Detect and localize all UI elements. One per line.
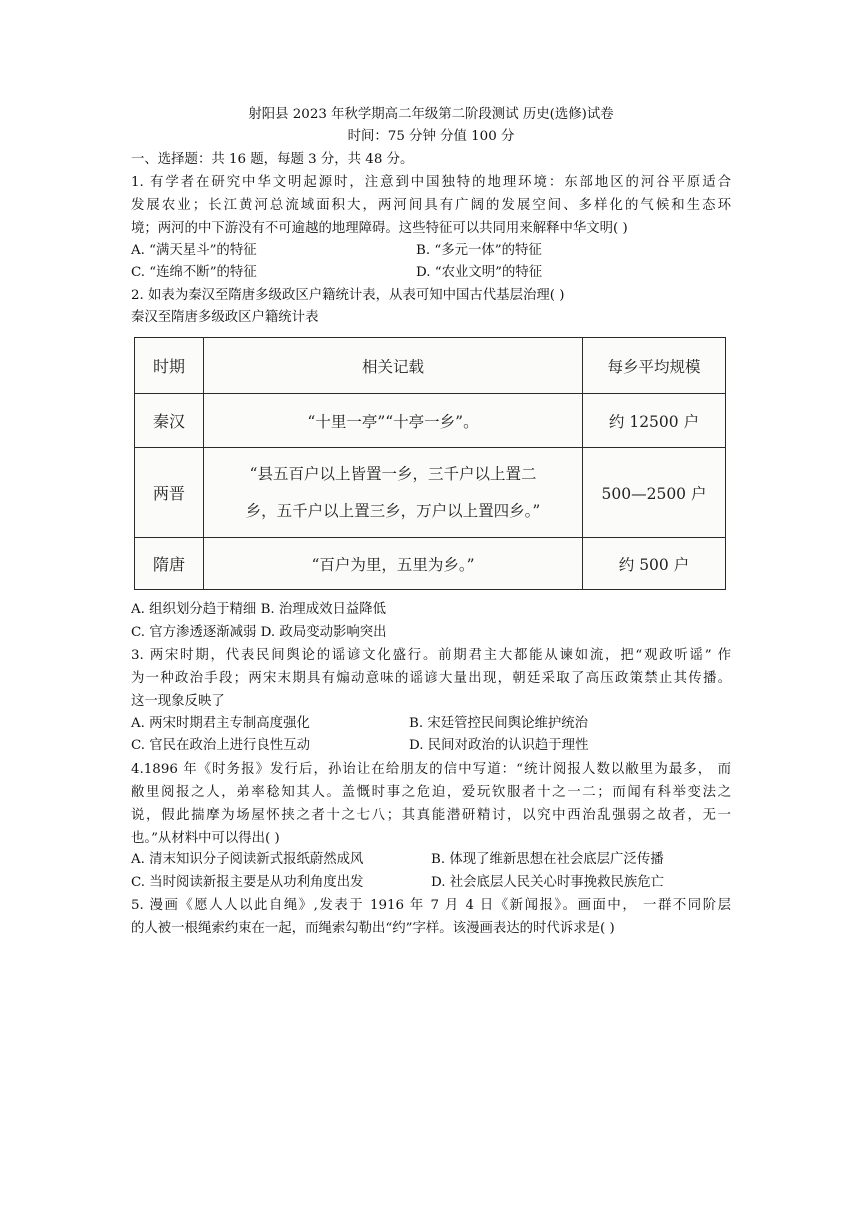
table-cell-scale: 约 12500 户 — [583, 394, 726, 448]
q3-option-a: A. 两宋时期君主专制高度强化 — [131, 716, 310, 731]
q4-option-b: B. 体现了维新思想在社会底层广泛传播 — [431, 852, 664, 867]
q3-option-d: D. 民间对政治的认识趋于理性 — [409, 738, 589, 753]
table-header-record: 相关记载 — [204, 338, 583, 394]
q2-table-title: 秦汉至隋唐多级政区户籍统计表 — [131, 310, 319, 325]
q4-option-c: C. 当时阅读新报主要是从功利角度出发 — [131, 875, 364, 890]
table-cell-scale: 约 500 户 — [583, 538, 726, 590]
q2-stem: 2. 如表为秦汉至隋唐多级政区户籍统计表，从表可知中国古代基层治理( ) — [131, 288, 565, 303]
table-cell-record-line-1: “县五百户以上皆置一乡，三千户以上置二 — [249, 464, 537, 483]
table-cell-record-line-2: 乡，五千户以上置三乡，万户以上置四乡。” — [245, 501, 541, 520]
q2-options-cd: C. 官方渗透逐渐减弱 D. 政局变动影响突出 — [131, 625, 387, 640]
q2-options-ab: A. 组织划分趋于精细 B. 治理成效日益降低 — [131, 602, 387, 617]
q5-stem-line-2: 的人被一根绳索约束在一起，而绳索勾勒出“约”字样。该漫画表达的时代诉求是( ) — [131, 921, 615, 936]
q1-stem-line-3: 境；两河的中下游没有不可逾越的地理障碍。这些特征可以共同用来解释中华文明( ) — [131, 221, 628, 236]
q2-table-image — [134, 337, 726, 589]
exam-title: 射阳县 2023 年秋学期高二年级第二阶段测试 历史(选修)试卷 — [248, 107, 614, 122]
table-row — [135, 448, 726, 538]
table-header-scale: 每乡平均规模 — [583, 338, 726, 394]
q4-option-a: A. 清末知识分子阅读新式报纸蔚然成风 — [131, 852, 364, 867]
table-cell-record: “百户为里，五里为乡。” — [204, 538, 583, 590]
q4-stem-line-2: 敝里阅报之人，弟率稔知其人。盖慨时事之危迫，爱玩钦服者十之一二；而闻有科举变法之 — [131, 785, 731, 800]
q2-table — [134, 337, 726, 590]
q3-option-c: C. 官民在政治上进行良性互动 — [131, 738, 310, 753]
q1-option-c: C. “连绵不断”的特征 — [131, 265, 257, 280]
table-cell-period: 隋唐 — [135, 538, 204, 590]
q4-option-d: D. 社会底层人民关心时事挽救民族危亡 — [431, 875, 665, 890]
table-header-period: 时期 — [135, 338, 204, 394]
q4-stem-line-1: 4.1896 年《时务报》发行后，孙诒让在给朋友的信中写道：“统计阅报人数以敝里为最多， 而 — [131, 762, 731, 777]
q5-stem-line-1: 5. 漫画《愿人人以此自绳》,发表于 1916 年 7 月 4 日《新闻报》。画面中， 一群不同阶层 — [131, 898, 731, 913]
q1-option-a: A. “满天星斗”的特征 — [131, 243, 257, 258]
q4-stem-line-3: 说，假此揣摩为场屋怀挟之者十之七八；其真能潜研精讨，以究中西治乱强弱之故者，无一 — [131, 808, 731, 823]
q1-option-d: D. “农业文明”的特征 — [416, 265, 543, 280]
section-heading: 一、选择题：共 16 题，每题 3 分，共 48 分。 — [131, 152, 414, 167]
q4-stem-line-4: 也。”从材料中可以得出( ) — [131, 831, 280, 846]
table-cell-scale: 500—2500 户 — [583, 448, 726, 538]
q3-stem-line-1: 3. 两宋时期，代表民间舆论的谣谚文化盛行。前期君主大都能从谏如流，把“观政听谣” 作 — [131, 648, 731, 663]
q3-stem-line-3: 这一现象反映了 — [131, 694, 225, 709]
table-row — [135, 394, 726, 448]
table-cell-record: “十里一亭”“十亭一乡”。 — [204, 394, 583, 448]
q1-stem-line-1: 1. 有学者在研究中华文明起源时，注意到中国独特的地理环境：东部地区的河谷平原适合 — [131, 175, 731, 190]
q1-option-b: B. “多元一体”的特征 — [416, 243, 542, 258]
exam-time-score: 时间：75 分钟 分值 100 分 — [347, 129, 515, 144]
table-row — [135, 538, 726, 590]
table-cell-record — [204, 448, 583, 538]
q1-stem-line-2: 发展农业；长江黄河总流域面积大，两河间具有广阔的发展空间、多样化的气候和生态环 — [131, 198, 731, 213]
q3-stem-line-2: 为一种政治手段；两宋末期具有煽动意味的谣谚大量出现，朝廷采取了高压政策禁止其传播。 — [131, 671, 731, 686]
table-cell-period: 两晋 — [135, 448, 204, 538]
table-cell-period: 秦汉 — [135, 394, 204, 448]
q3-option-b: B. 宋廷管控民间舆论维护统治 — [409, 716, 589, 731]
